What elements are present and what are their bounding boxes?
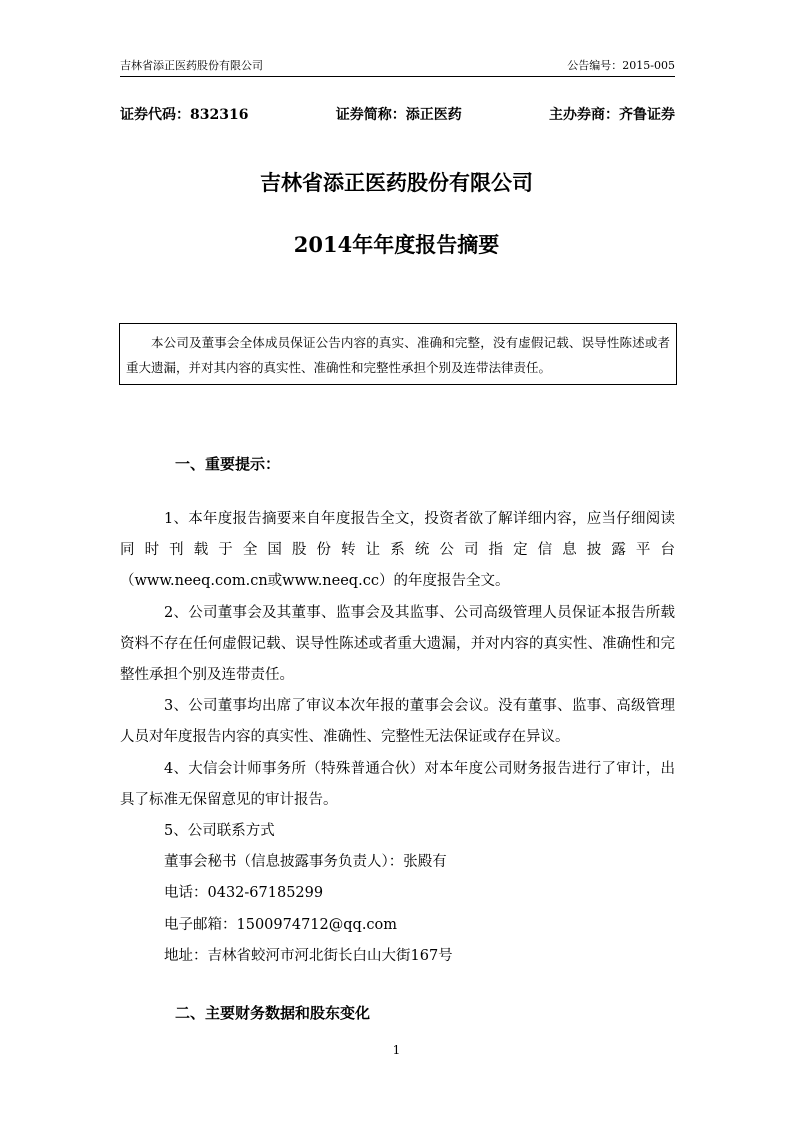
note-item-4: 4、大信会计师事务所（特殊普通合伙）对本年度公司财务报告进行了审计，出具了标准无保留意见的审计报告。 — [120, 760, 675, 808]
document-title-report: 2014年年度报告摘要 — [293, 232, 500, 257]
disclaimer-text: 本公司及董事会全体成员保证公告内容的真实、准确和完整，没有虚假记载、误导性陈述或者重大遗漏，并对其内容的真实性、准确性和完整性承担个别及连带法律责任。 — [126, 335, 670, 375]
securities-broker: 主办券商：齐鲁证券 — [548, 107, 675, 123]
header-company: 吉林省添正医药股份有限公司 — [120, 59, 263, 72]
document-title-company: 吉林省添正医药股份有限公司 — [260, 170, 533, 195]
section-heading-important-notes: 一、重要提示： — [175, 455, 281, 473]
note-item-2: 2、公司董事会及其董事、监事会及其监事、公司高级管理人员保证本报告所载资料不存在任何虚假记载、误导性陈述或者重大遗漏，并对内容的真实性、准确性和完整性承担个别及连带责任。 — [120, 604, 675, 684]
header-notice-number: 公告编号：2015-005 — [567, 59, 675, 72]
note-item-3: 3、公司董事均出席了审议本次年报的董事会会议。没有董事、监事、高级管理人员对年度报告内容的真实性、准确性、完整性无法保证或存在异议。 — [120, 698, 675, 746]
note-item-1-sites: （www.neeq.com.cn或www.neeq.cc）的年度报告全文。 — [120, 573, 510, 590]
note-item-5: 5、公司联系方式 — [164, 823, 275, 840]
contact-email: 电子邮箱：1500974712@qq.com — [164, 916, 398, 933]
page-header — [120, 57, 675, 77]
contact-address: 地址：吉林省蛟河市河北街长白山大街167号 — [164, 947, 453, 964]
section-heading-financial-data: 二、主要财务数据和股东变化 — [175, 1004, 371, 1022]
securities-info — [120, 104, 675, 124]
page-number: 1 — [392, 1043, 401, 1057]
disclaimer-box — [119, 323, 677, 385]
securities-code: 证券代码：832316 — [120, 107, 249, 123]
section-body-important-notes — [120, 504, 675, 972]
note-item-1-main: 1、本年度报告摘要来自年度报告全文，投资者欲了解详细内容，应当仔细阅读同时刊载于全国股份转让系统公司指定信息披露平台 — [120, 511, 675, 559]
contact-phone: 电话：0432-67185299 — [164, 885, 324, 902]
securities-abbreviation: 证券简称：添正医药 — [335, 107, 462, 123]
contact-secretary: 董事会秘书（信息披露事务负责人）：张殿有 — [164, 854, 447, 871]
